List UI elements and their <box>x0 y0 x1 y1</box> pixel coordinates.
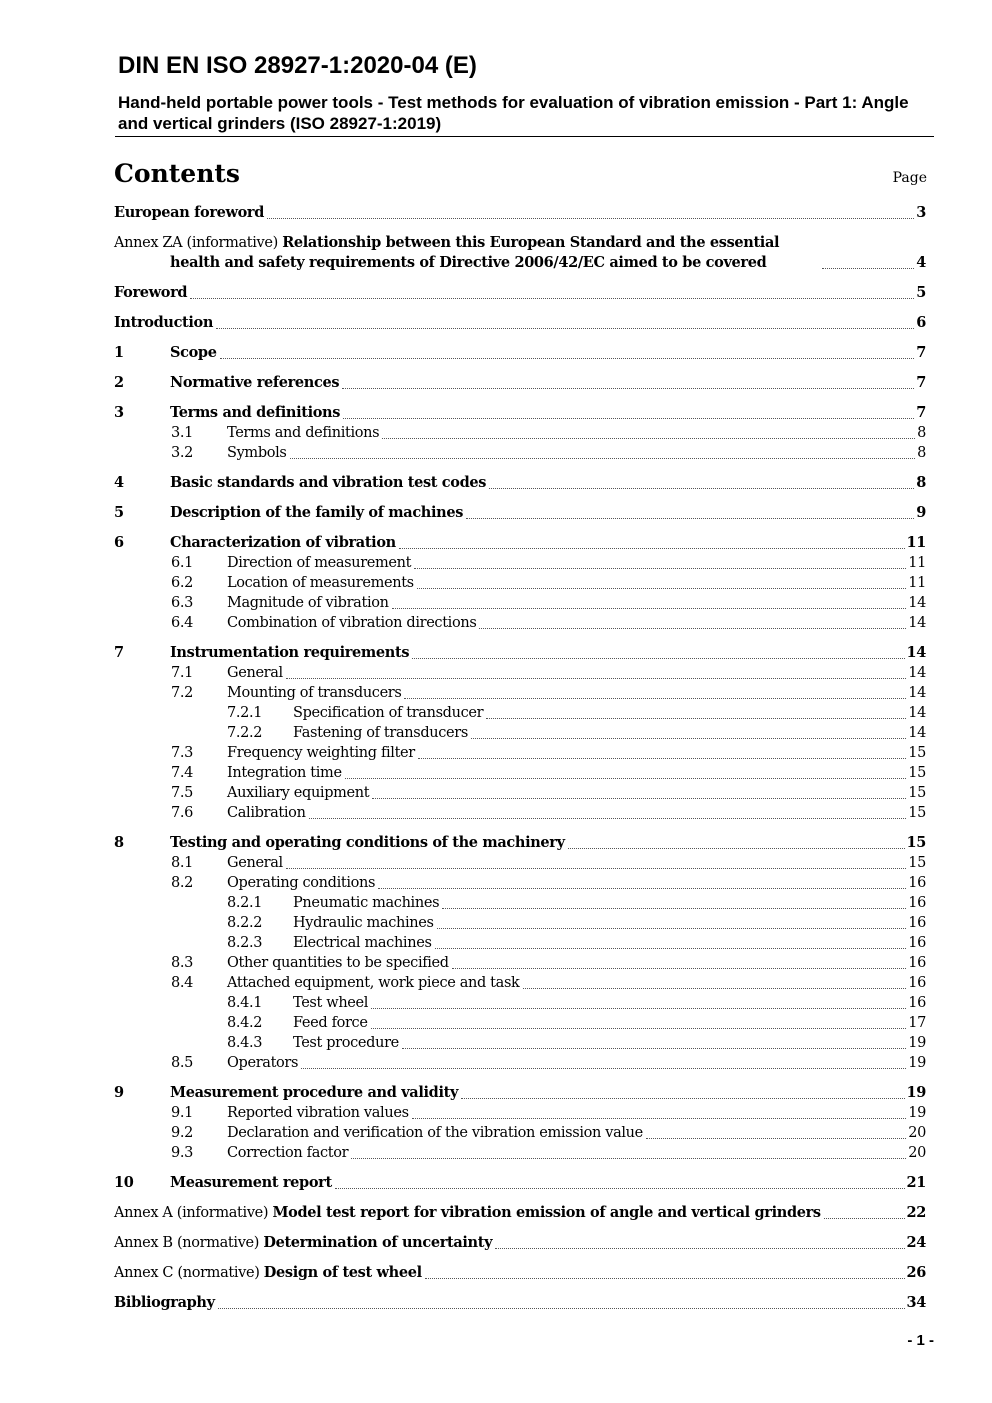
toc-entry-page: 19 <box>908 1055 926 1071</box>
toc-entry-number: 8 <box>114 834 124 851</box>
toc-entry-page: 20 <box>908 1145 926 1161</box>
toc-entry-8-2-2[interactable] <box>114 913 926 933</box>
toc-entry-title: Measurement procedure and validity <box>170 1084 459 1101</box>
toc-entry-number: 7.2.1 <box>227 705 263 721</box>
dot-leader <box>435 948 907 949</box>
toc-entry-number: 9.3 <box>171 1145 194 1161</box>
dot-leader <box>437 928 907 929</box>
toc-entry-7-5[interactable] <box>114 783 926 803</box>
toc-entry-page: 7 <box>916 404 926 421</box>
annex-label: Annex B (normative) <box>114 1235 264 1251</box>
toc-entry-title: Terms and definitions <box>227 425 380 441</box>
toc-entry-number: 6.4 <box>171 615 194 631</box>
dot-leader <box>418 758 906 759</box>
toc-entry-number: 6.2 <box>171 575 194 591</box>
toc-entry-title: Electrical machines <box>293 935 432 951</box>
toc-entry-page: 19 <box>908 1035 926 1051</box>
toc-entry-number: 7.2 <box>171 685 194 701</box>
toc-entry-8-4[interactable] <box>114 973 926 993</box>
toc-entry-annex-a[interactable] <box>114 1203 926 1223</box>
toc-entry-8-4-3[interactable] <box>114 1033 926 1053</box>
dot-leader <box>371 1028 907 1029</box>
toc-entry-title: Test wheel <box>293 995 369 1011</box>
toc-entry-page: 16 <box>908 975 926 991</box>
toc-entry-3-2[interactable] <box>114 443 926 463</box>
toc-entry-9-3[interactable] <box>114 1143 926 1163</box>
dot-leader <box>190 298 914 299</box>
annex-title: Model test report for vibration emission of angle and vertical grinders <box>272 1204 821 1221</box>
toc-entry-introduction[interactable] <box>114 313 926 333</box>
toc-entry-title: Characterization of vibration <box>170 534 396 551</box>
toc-entry-page: 15 <box>908 765 926 781</box>
dot-leader <box>267 218 914 219</box>
annex-title: Relationship between this European Standard and the essential <box>282 234 780 251</box>
toc-entry-title: Correction factor <box>227 1145 349 1161</box>
toc-entry-number: 8.4.1 <box>227 995 263 1011</box>
dot-leader <box>466 518 914 519</box>
dot-leader <box>402 1048 906 1049</box>
toc-entry-title: Description of the family of machines <box>170 504 464 521</box>
dot-leader <box>371 1008 906 1009</box>
dot-leader <box>220 358 915 359</box>
toc-entry-number: 7.5 <box>171 785 194 801</box>
toc-entry-title <box>114 1263 422 1283</box>
toc-entry-title: Integration time <box>227 765 342 781</box>
toc-entry-7-3[interactable] <box>114 743 926 763</box>
toc-entry-page: 16 <box>908 915 926 931</box>
toc-entry-page: 3 <box>916 204 926 221</box>
toc-entry-page: 15 <box>908 785 926 801</box>
toc-entry-page: 7 <box>916 344 926 361</box>
toc-entry-page: 15 <box>908 805 926 821</box>
toc-entry-number: 8.4 <box>171 975 194 991</box>
dot-leader <box>382 438 915 439</box>
toc-entry-7-4[interactable] <box>114 763 926 783</box>
toc-entry-title: Operating conditions <box>227 875 376 891</box>
dot-leader <box>351 1158 906 1159</box>
toc-entry-page: 8 <box>916 474 926 491</box>
dot-leader <box>345 778 907 779</box>
dot-leader <box>523 988 907 989</box>
toc-entry-title: Specification of transducer <box>293 705 484 721</box>
toc-entry-8-5[interactable] <box>114 1053 926 1073</box>
toc-entry-title: Scope <box>170 344 217 361</box>
toc-entry-page: 17 <box>908 1015 926 1031</box>
dot-leader <box>378 888 906 889</box>
annex-label: Annex A (informative) <box>114 1205 273 1221</box>
dot-leader <box>452 968 907 969</box>
toc-entry-title: Pneumatic machines <box>293 895 440 911</box>
toc-entry-page: 19 <box>906 1084 926 1101</box>
toc-entry-number: 5 <box>114 504 124 521</box>
toc-entry-number: 8.4.3 <box>227 1035 263 1051</box>
toc-entry-title <box>114 1203 821 1223</box>
dot-leader <box>399 548 905 549</box>
toc-entry-7-2[interactable] <box>114 683 926 703</box>
toc-entry-2[interactable] <box>114 373 926 393</box>
dot-leader <box>646 1138 906 1139</box>
toc-entry-page: 20 <box>908 1125 926 1141</box>
toc-entry-6-1[interactable] <box>114 553 926 573</box>
toc-entry-number: 4 <box>114 474 124 491</box>
toc-entry-number: 9 <box>114 1084 124 1101</box>
toc-entry-page: 26 <box>906 1264 926 1281</box>
dot-leader <box>404 698 906 699</box>
toc-entry-number: 8.2.1 <box>227 895 263 911</box>
dot-leader <box>372 798 906 799</box>
contents-heading: Contents <box>114 159 241 188</box>
dot-leader <box>309 818 907 819</box>
dot-leader <box>218 1308 905 1309</box>
toc-entry-title: Bibliography <box>114 1294 215 1311</box>
toc-entry-6[interactable] <box>114 533 926 553</box>
toc-entry-title: Mounting of transducers <box>227 685 402 701</box>
toc-entry-annex-c[interactable] <box>114 1263 926 1283</box>
table-of-contents <box>114 203 926 1313</box>
toc-entry-8-3[interactable] <box>114 953 926 973</box>
dot-leader <box>301 1068 906 1069</box>
toc-entry-page: 15 <box>908 855 926 871</box>
dot-leader <box>412 658 904 659</box>
toc-entry-number: 7.3 <box>171 745 194 761</box>
toc-entry-page: 16 <box>908 935 926 951</box>
toc-entry-title <box>114 233 819 273</box>
toc-entry-6-2[interactable] <box>114 573 926 593</box>
toc-entry-8[interactable] <box>114 833 926 853</box>
toc-entry-page: 14 <box>908 595 926 611</box>
toc-entry-8-2[interactable] <box>114 873 926 893</box>
toc-entry-page: 15 <box>906 834 926 851</box>
dot-leader <box>417 588 906 589</box>
dot-leader <box>412 1118 907 1119</box>
toc-entry-number: 2 <box>114 374 124 391</box>
toc-entry-number: 8.4.2 <box>227 1015 263 1031</box>
toc-entry-title <box>114 1233 492 1253</box>
toc-entry-title: Reported vibration values <box>227 1105 409 1121</box>
toc-entry-page: 14 <box>908 615 926 631</box>
toc-entry-title: Location of measurements <box>227 575 414 591</box>
toc-entry-title: Measurement report <box>170 1174 332 1191</box>
toc-entry-page: 24 <box>906 1234 926 1251</box>
toc-entry-title: Auxiliary equipment <box>227 785 370 801</box>
toc-entry-title: Hydraulic machines <box>293 915 434 931</box>
toc-entry-title: General <box>227 855 283 871</box>
toc-entry-title: Attached equipment, work piece and task <box>227 975 520 991</box>
document-title: DIN EN ISO 28927-1:2020-04 (E) <box>118 52 477 79</box>
toc-entry-title: Fastening of transducers <box>293 725 468 741</box>
toc-entry-3[interactable] <box>114 403 926 423</box>
annex-label: Annex C (normative) <box>114 1265 264 1281</box>
toc-entry-bibliography[interactable] <box>114 1293 926 1313</box>
toc-entry-title: Basic standards and vibration test codes <box>170 474 487 491</box>
toc-entry-number: 8.2 <box>171 875 194 891</box>
toc-entry-8-2-3[interactable] <box>114 933 926 953</box>
toc-entry-number: 8.5 <box>171 1055 194 1071</box>
toc-entry-title: Combination of vibration directions <box>227 615 477 631</box>
annex-title-continuation: health and safety requirements of Directive 2006/42/EC aimed to be covered <box>170 254 767 271</box>
toc-entry-number: 9.1 <box>171 1105 194 1121</box>
toc-entry-6-3[interactable] <box>114 593 926 613</box>
dot-leader <box>486 718 906 719</box>
toc-entry-page: 14 <box>906 644 926 661</box>
toc-entry-page: 16 <box>908 955 926 971</box>
toc-entry-8-4-1[interactable] <box>114 993 926 1013</box>
toc-entry-page: 15 <box>908 745 926 761</box>
toc-entry-number: 7.2.2 <box>227 725 263 741</box>
dot-leader <box>495 1248 904 1249</box>
page-number: - 1 - <box>907 1332 934 1349</box>
toc-entry-9[interactable] <box>114 1083 926 1103</box>
toc-entry-page: 8 <box>917 425 926 441</box>
toc-entry-page: 5 <box>916 284 926 301</box>
dot-leader <box>414 568 906 569</box>
dot-leader <box>471 738 906 739</box>
toc-entry-number: 7.6 <box>171 805 194 821</box>
toc-entry-title: Calibration <box>227 805 306 821</box>
toc-entry-7-2-2[interactable] <box>114 723 926 743</box>
toc-entry-9-2[interactable] <box>114 1123 926 1143</box>
toc-entry-8-4-2[interactable] <box>114 1013 926 1033</box>
toc-entry-foreword[interactable] <box>114 283 926 303</box>
page-column-label: Page <box>892 170 927 186</box>
toc-entry-8-2-1[interactable] <box>114 893 926 913</box>
toc-entry-number: 6 <box>114 534 124 551</box>
toc-entry-page: 14 <box>908 685 926 701</box>
dot-leader <box>286 678 906 679</box>
toc-entry-page: 11 <box>906 534 926 551</box>
title-divider <box>115 136 934 137</box>
toc-entry-title: Magnitude of vibration <box>227 595 389 611</box>
toc-entry-title: Declaration and verification of the vibration emission value <box>227 1125 643 1141</box>
toc-entry-page: 16 <box>908 895 926 911</box>
toc-entry-8-1[interactable] <box>114 853 926 873</box>
toc-entry-page: 16 <box>908 875 926 891</box>
toc-entry-page: 6 <box>916 314 926 331</box>
toc-entry-1[interactable] <box>114 343 926 363</box>
toc-entry-number: 7 <box>114 644 124 661</box>
toc-entry-number: 3.1 <box>171 425 194 441</box>
toc-entry-number: 6.3 <box>171 595 194 611</box>
annex-label: Annex ZA (informative) <box>114 235 283 251</box>
toc-entry-title: Terms and definitions <box>170 404 341 421</box>
toc-entry-page: 8 <box>917 445 926 461</box>
dot-leader <box>392 608 907 609</box>
dot-leader <box>286 868 906 869</box>
dot-leader <box>335 1188 905 1189</box>
toc-entry-7[interactable] <box>114 643 926 663</box>
toc-entry-title: Introduction <box>114 314 214 331</box>
toc-entry-7-6[interactable] <box>114 803 926 823</box>
dot-leader <box>442 908 906 909</box>
annex-title: Design of test wheel <box>263 1264 422 1281</box>
toc-entry-page: 22 <box>906 1204 926 1221</box>
toc-entry-title: Frequency weighting filter <box>227 745 415 761</box>
toc-entry-european-foreword[interactable] <box>114 203 926 223</box>
annex-title: Determination of uncertainty <box>263 1234 493 1251</box>
toc-entry-title: Instrumentation requirements <box>170 644 410 661</box>
document-subtitle: Hand-held portable power tools - Test methods for evaluation of vibration emission - Part 1: Angle and vertical grinders (ISO 28927-1:2019) <box>118 93 909 133</box>
dot-leader <box>290 458 916 459</box>
dot-leader <box>216 328 914 329</box>
toc-entry-page: 11 <box>908 575 926 591</box>
toc-entry-number: 3 <box>114 404 124 421</box>
toc-entry-3-1[interactable] <box>114 423 926 443</box>
toc-entry-number: 8.2.2 <box>227 915 263 931</box>
toc-entry-number: 10 <box>114 1174 134 1191</box>
toc-entry-title: Feed force <box>293 1015 368 1031</box>
toc-entry-page: 19 <box>908 1105 926 1121</box>
toc-entry-title: Other quantities to be specified <box>227 955 449 971</box>
toc-entry-number: 8.3 <box>171 955 194 971</box>
toc-entry-number: 9.2 <box>171 1125 194 1141</box>
toc-entry-title: Foreword <box>114 284 188 301</box>
toc-entry-10[interactable] <box>114 1173 926 1193</box>
toc-entry-5[interactable] <box>114 503 926 523</box>
toc-entry-number: 7.1 <box>171 665 194 681</box>
toc-entry-page: 14 <box>908 725 926 741</box>
toc-entry-7-1[interactable] <box>114 663 926 683</box>
toc-entry-title: Normative references <box>170 374 340 391</box>
toc-entry-title: Test procedure <box>293 1035 399 1051</box>
toc-entry-title: Direction of measurement <box>227 555 412 571</box>
toc-entry-page: 14 <box>908 705 926 721</box>
toc-entry-9-1[interactable] <box>114 1103 926 1123</box>
toc-entry-number: 8.2.3 <box>227 935 263 951</box>
toc-entry-number: 3.2 <box>171 445 194 461</box>
toc-entry-7-2-1[interactable] <box>114 703 926 723</box>
dot-leader <box>343 418 914 419</box>
toc-entry-page: 4 <box>916 254 926 271</box>
toc-entry-4[interactable] <box>114 473 926 493</box>
toc-entry-title: Testing and operating conditions of the machinery <box>170 834 565 851</box>
toc-entry-page: 9 <box>916 504 926 521</box>
toc-entry-title: General <box>227 665 283 681</box>
toc-entry-number: 1 <box>114 344 124 361</box>
toc-entry-page: 14 <box>908 665 926 681</box>
dot-leader <box>461 1098 904 1099</box>
toc-entry-page: 21 <box>906 1174 926 1191</box>
toc-entry-title: Operators <box>227 1055 299 1071</box>
dot-leader <box>568 848 905 849</box>
toc-entry-annex-za[interactable] <box>114 233 926 273</box>
toc-entry-number: 8.1 <box>171 855 194 871</box>
toc-entry-6-4[interactable] <box>114 613 926 633</box>
dot-leader <box>425 1278 905 1279</box>
toc-entry-page: 11 <box>908 555 926 571</box>
dot-leader <box>479 628 906 629</box>
dot-leader <box>822 268 914 269</box>
toc-entry-annex-b[interactable] <box>114 1233 926 1253</box>
toc-entry-number: 6.1 <box>171 555 194 571</box>
dot-leader <box>342 388 914 389</box>
toc-entry-page: 34 <box>906 1294 926 1311</box>
dot-leader <box>824 1218 905 1219</box>
toc-entry-title: European foreword <box>114 204 265 221</box>
toc-entry-number: 7.4 <box>171 765 194 781</box>
toc-entry-page: 7 <box>916 374 926 391</box>
dot-leader <box>489 488 914 489</box>
toc-entry-page: 16 <box>908 995 926 1011</box>
toc-entry-title: Symbols <box>227 445 287 461</box>
